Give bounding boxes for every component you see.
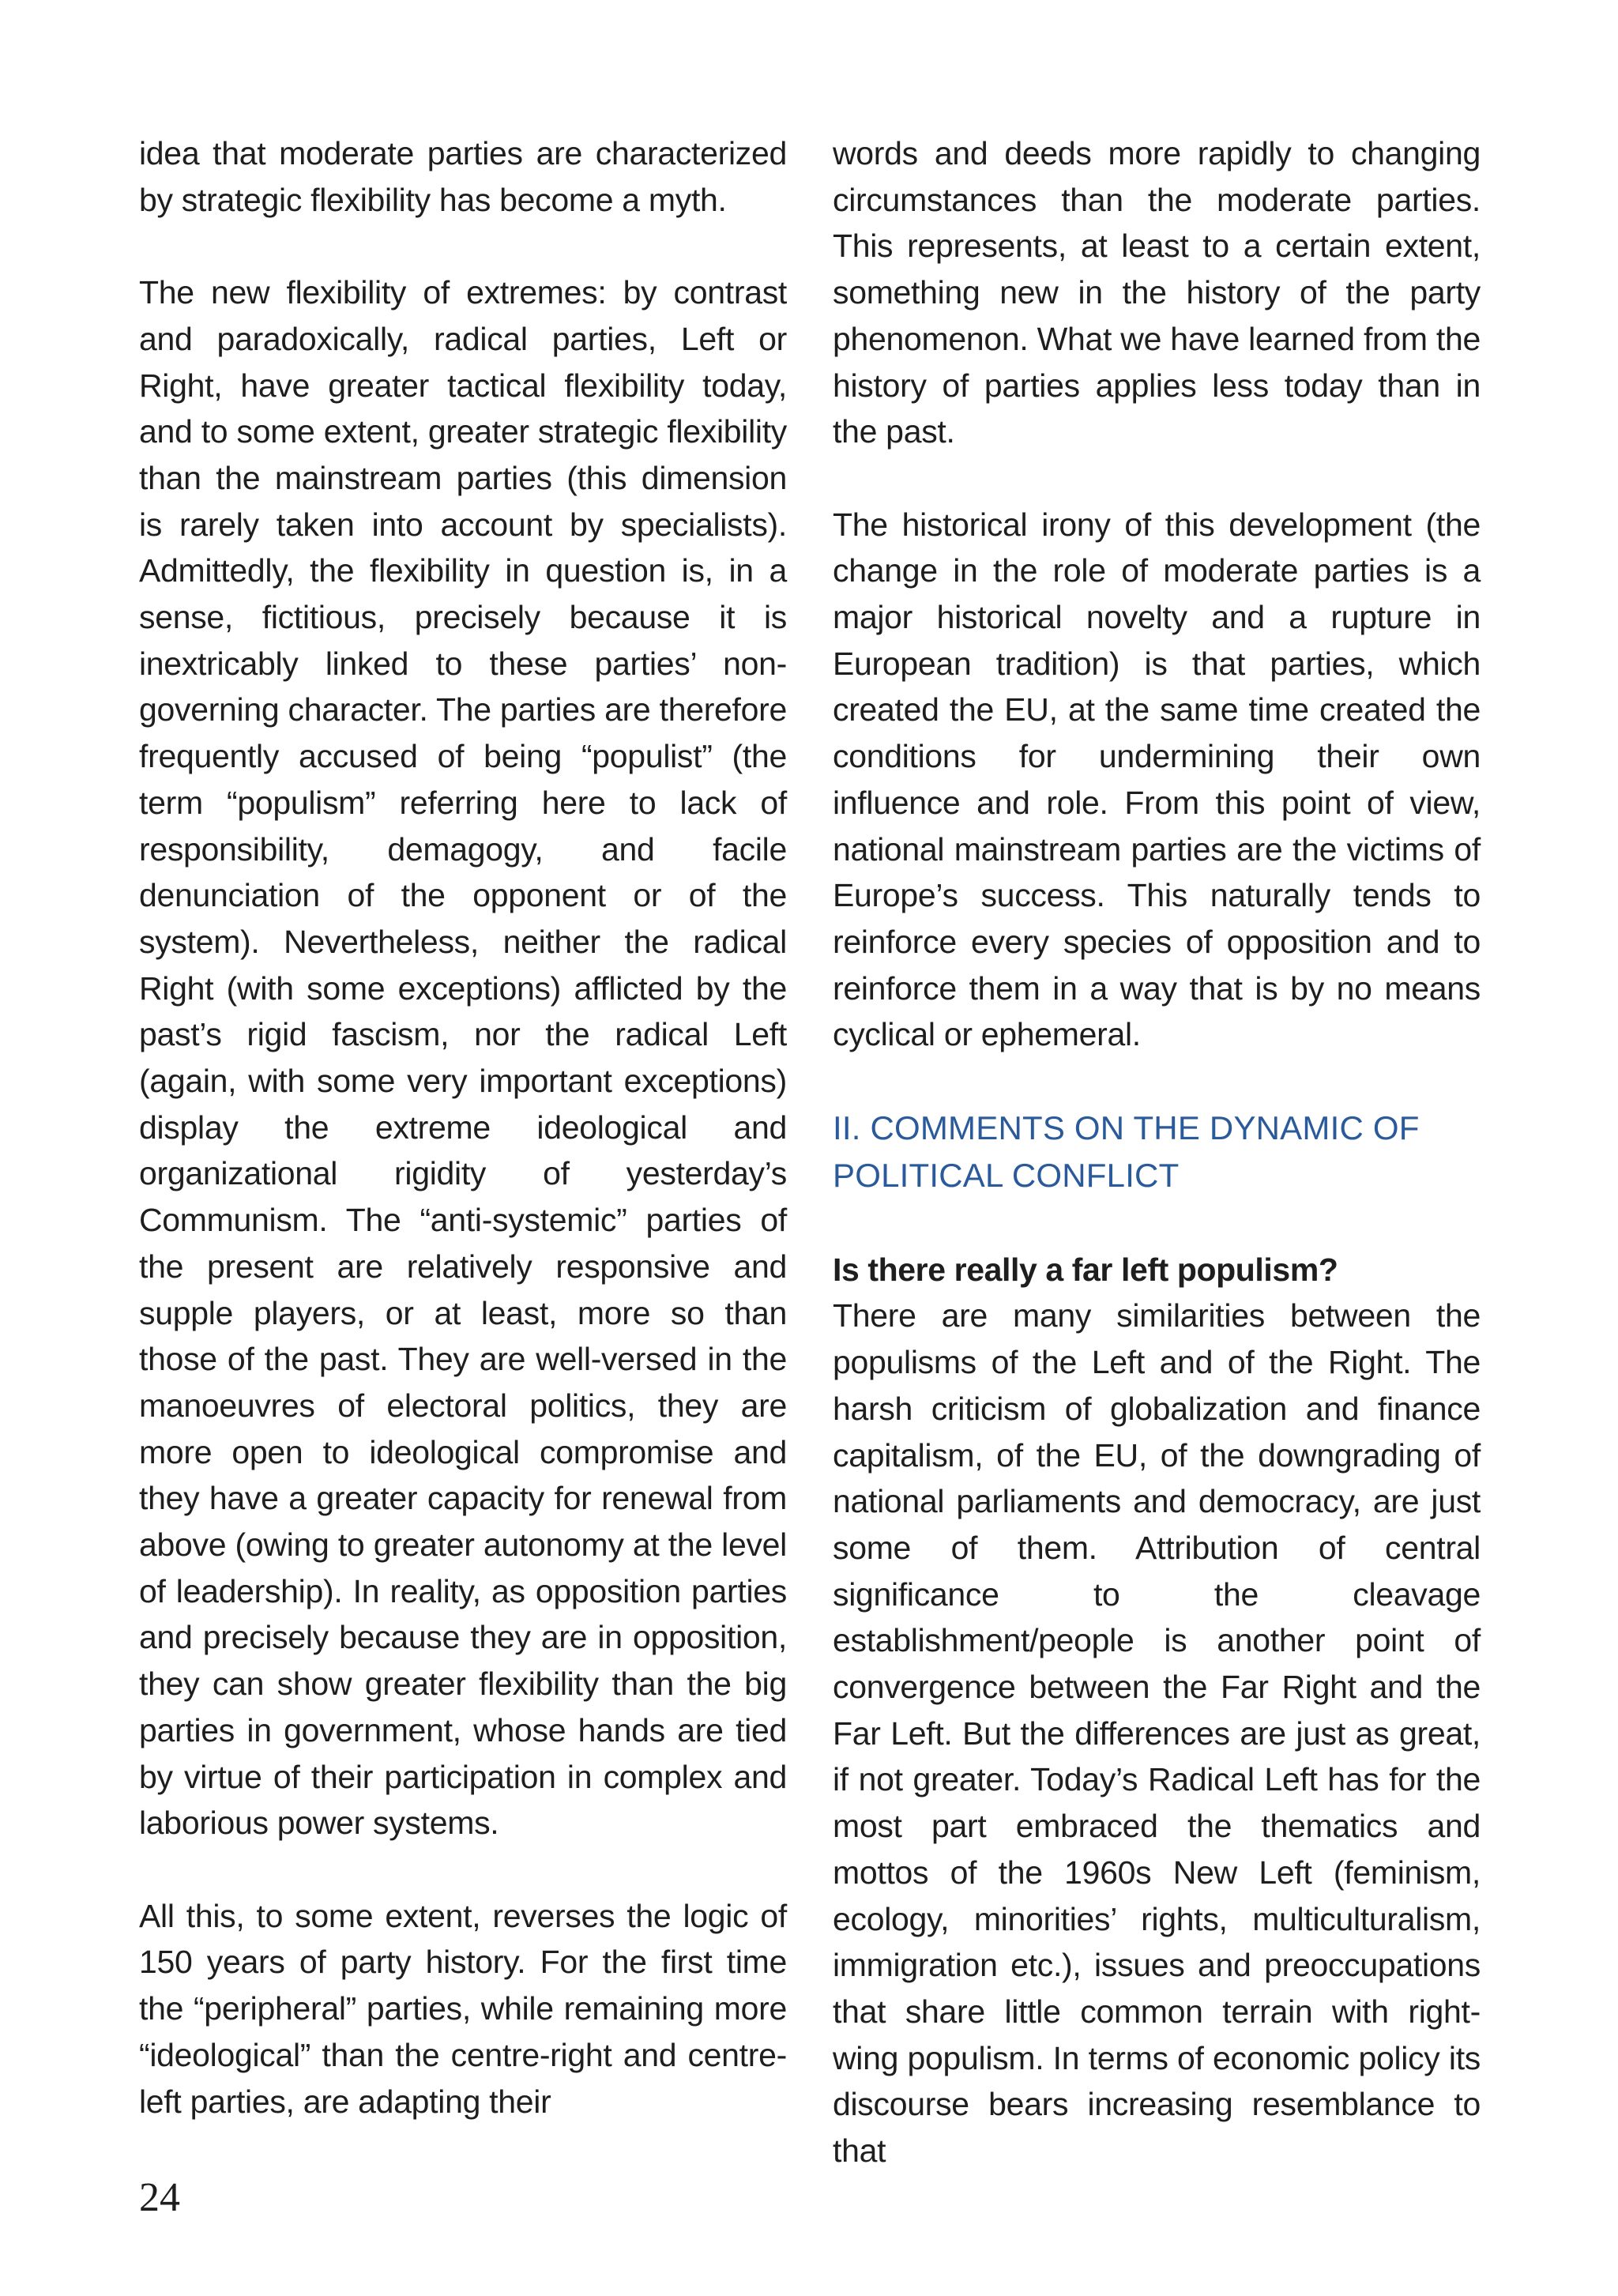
page-number: 24 xyxy=(139,2175,180,2220)
paragraph-gap xyxy=(139,223,787,269)
section-heading-line-1: II. COMMENTS ON THE DYNAMIC OF xyxy=(833,1108,1420,1146)
left-paragraph-2: The new flexibility of extremes: by contrast and paradoxically, radical parties, Left or Right, have greater tactical flexibility today, and to some extent, greater strategic flexibility than the mainstream parties (this dimension is rarely taken into account by specialists). Admittedly, the flexibility in question is, in a sense, fictitious, precisely because it is inextricably linked to these parties’ non-governing character. The parties are therefore frequently accused of being “populist” (the term “populism” referring here to lack of responsibility, demagogy, and facile denunciation of the opponent or of the system). Nevertheless, neither the radical Right (with some exceptions) afflicted by the past’s rigid fascism, nor the radical Left (again, with some very important exceptions) display the extreme ideological and organizational rigidity of yesterday’s Communism. The “anti-systemic” parties of the present are relatively responsive and supple players, or at least, more so than those of the past. They are well-versed in the manoeuvres of electoral politics, they are more open to ideological compromise and they have a greater capacity for renewal from above (owing to greater autonomy at the level of leadership). In reality, as opposition parties and precisely because they are in opposition, they can show greater flexibility than the big parties in government, whose hands are tied by virtue of their participation in complex and laborious power systems. xyxy=(139,274,787,1842)
section-heading xyxy=(833,1105,1481,1199)
section-heading-line-2: POLITICAL CONFLICT xyxy=(833,1156,1180,1194)
right-paragraph-2: The historical irony of this development (the change in the role of moderate parties is a major historical novelty and a rupture in European tradition) is that parties, which created the EU, at the same time created the conditions for undermining their own influence and role. From this point of view, national mainstream parties are the victims of Europe’s success. This naturally tends to reinforce every species of opposition and to reinforce them in a way that is by no means cyclical or ephemeral. xyxy=(833,506,1481,1053)
paragraph-gap xyxy=(139,1846,787,1893)
right-paragraph-1: words and deeds more rapidly to changing circumstances than the moderate parties. This represents, at least to a certain extent, something new in the history of the party phenomenon. What we have learned from the history of parties applies less today than in the past. xyxy=(833,135,1481,450)
right-column xyxy=(833,130,1481,2174)
subheading: Is there really a far left populism? xyxy=(833,1251,1338,1288)
left-column xyxy=(139,130,787,2125)
heading-gap xyxy=(833,1199,1481,1247)
paragraph-gap xyxy=(833,1058,1481,1105)
right-paragraph-3: There are many similarities between the populisms of the Left and of the Right. The harsh criticism of globalization and finance capitalism, of the EU, of the downgrading of national parliaments and democracy, are just some of them. Attribution of central significance to the cleavage establishment/people is another point of convergence between the Far Right and the Far Left. But the differences are just as great, if not greater. Today’s Radical Left has for the most part embraced the thematics and mottos of the 1960s New Left (feminism, ecology, minorities’ rights, multiculturalism, immigration etc.), issues and preoccupations that share little common terrain with right-wing populism. In terms of economic policy its discourse bears increasing resemblance to that xyxy=(833,1297,1481,2170)
left-paragraph-3: All this, to some extent, reverses the logic of 150 years of party history. For the first time the “peripheral” parties, while remaining more “ideological” than the centre-right and centre-left parties, are adapting their xyxy=(139,1897,787,2120)
left-paragraph-1: idea that moderate parties are characterized by strategic flexibility has become a myth. xyxy=(139,135,787,218)
paragraph-gap xyxy=(833,455,1481,502)
